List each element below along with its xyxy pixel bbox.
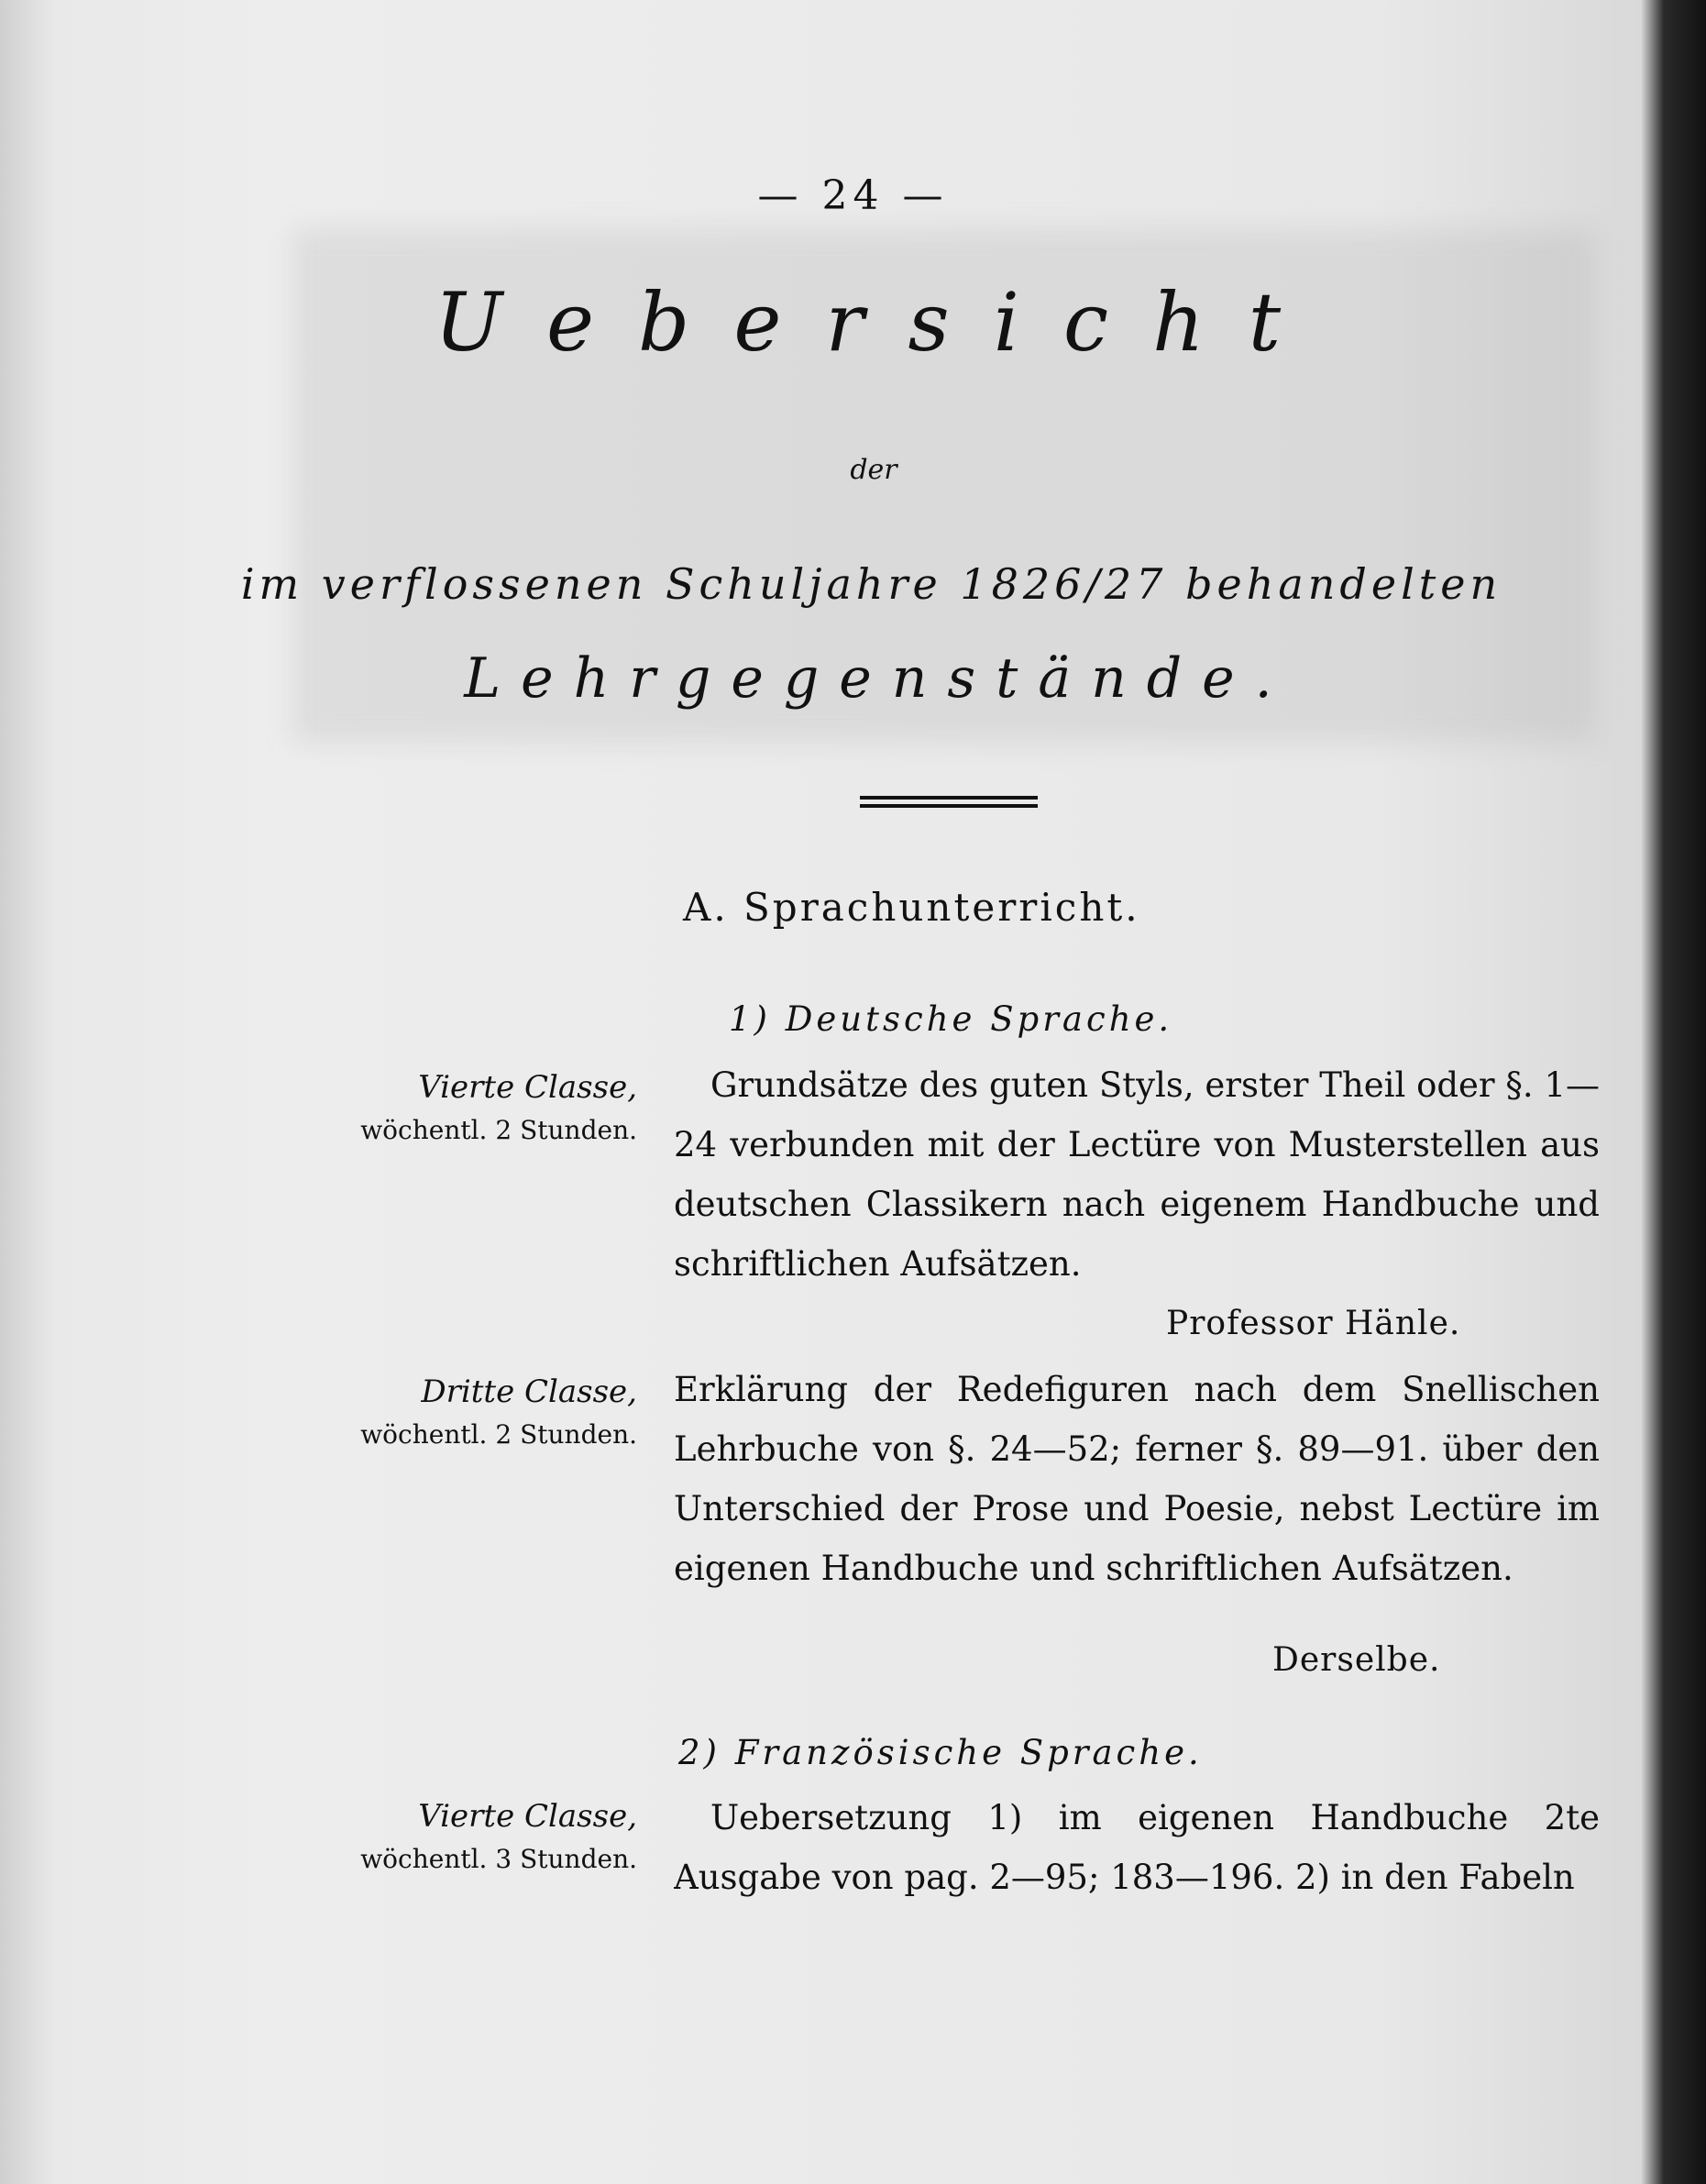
class-label: Vierte Classe, — [418, 1069, 637, 1106]
hours-label: wöchentl. 2 Stunden. — [360, 1419, 637, 1450]
subsection-heading-german: 1) Deutsche Sprache. — [729, 999, 1173, 1039]
page-subtitle: im verflossenen Schuljahre 1826/27 behandelten — [240, 559, 1502, 609]
hours-label: wöchentl. 2 Stunden. — [360, 1115, 637, 1145]
subsection-heading-french: 2) Französische Sprache. — [678, 1733, 1203, 1772]
page-title-second-line: Lehrgegenstände. — [464, 646, 1293, 711]
class-label: Dritte Classe, — [421, 1373, 637, 1410]
margin-note-french-4 — [312, 1792, 637, 1879]
entry-text-german-4 — [674, 1055, 1600, 1294]
margin-note-german-3 — [312, 1368, 637, 1454]
entry-body: Uebersetzung 1) im eigenen Handbuche 2te Ausgabe von pag. 2—95; 183—196. 2) in den Fabeln — [674, 1798, 1600, 1897]
double-rule-divider — [860, 796, 1038, 808]
entry-text-german-3: Erklärung der Redefiguren nach dem Snellischen Lehrbuche von §. 24—52; ferner §. 89—91. über den Unterschied der Prose und Poesie, nebst Lectüre im eigenen Handbuche und schriftlichen Aufsätzen. — [674, 1370, 1600, 1588]
entry-body: Grundsätze des guten Styls, erster Theil oder §. 1—24 verbunden mit der Lectüre von Musterstellen aus deutschen Classikern nach eigenem Handbuche und schriftlichen Aufsätzen. — [674, 1065, 1600, 1284]
class-label: Vierte Classe, — [418, 1798, 637, 1835]
teacher-signature: Derselbe. — [1272, 1641, 1441, 1679]
entry-text-french-4 — [674, 1788, 1600, 1912]
page-number: — 24 — — [757, 172, 949, 219]
section-heading: A. Sprachunterricht. — [683, 885, 1140, 930]
teacher-signature: Professor Hänle. — [1166, 1305, 1461, 1342]
title-connector: der — [850, 454, 897, 486]
page-title: Uebersicht — [434, 275, 1326, 370]
margin-note-german-4 — [312, 1064, 637, 1150]
hours-label: wöchentl. 3 Stunden. — [360, 1844, 637, 1874]
